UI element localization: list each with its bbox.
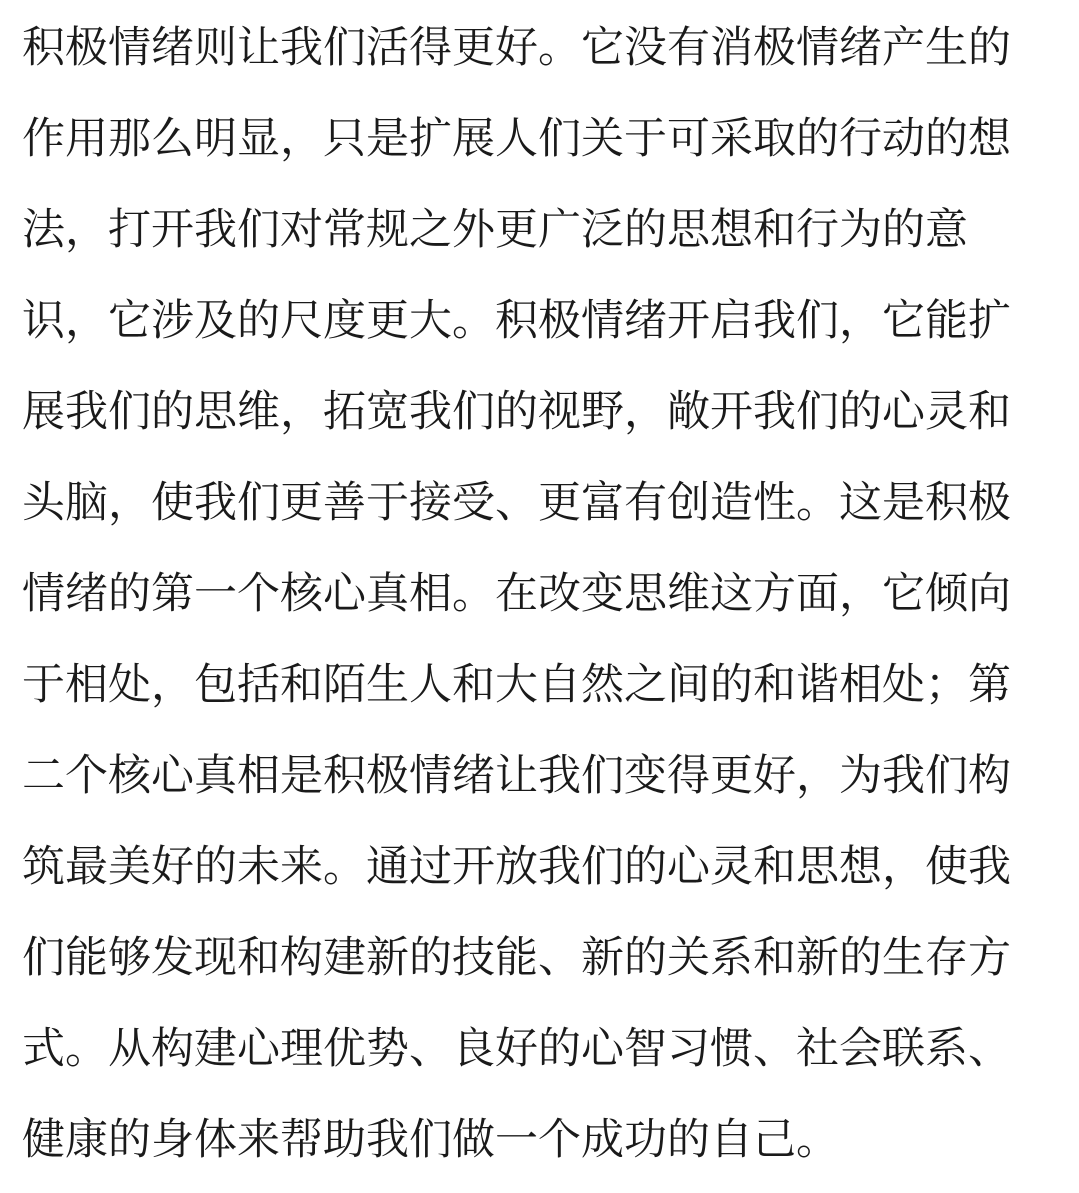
paragraph-line: 展我们的思维，拓宽我们的视野，敞开我们的心灵和	[22, 387, 1011, 437]
paragraph-line: 情绪的第一个核心真相。在改变思维这方面，它倾向	[22, 569, 1011, 619]
paragraph-line: 积极情绪则让我们活得更好。它没有消极情绪产生的	[22, 23, 1011, 73]
paragraph-line: 作用那么明显，只是扩展人们关于可采取的行动的想	[22, 114, 1011, 164]
paragraph-line: 于相处，包括和陌生人和大自然之间的和谐相处；第	[22, 660, 1011, 710]
paragraph-line: 筑最美好的未来。通过开放我们的心灵和思想，使我	[22, 842, 1011, 892]
paragraph-line: 识，它涉及的尺度更大。积极情绪开启我们，它能扩	[22, 296, 1011, 346]
paragraph-line: 式。从构建心理优势、良好的心智习惯、社会联系、	[22, 1024, 1011, 1074]
paragraph-line: 健康的身体来帮助我们做一个成功的自己。	[22, 1115, 839, 1165]
paragraph-line: 法，打开我们对常规之外更广泛的思想和行为的意	[22, 205, 968, 255]
paragraph-line: 二个核心真相是积极情绪让我们变得更好，为我们构	[22, 751, 1011, 801]
paragraph-line: 头脑，使我们更善于接受、更富有创造性。这是积极	[22, 478, 1011, 528]
paragraph-line: 们能够发现和构建新的技能、新的关系和新的生存方	[22, 933, 1011, 983]
article-paragraph	[22, 10, 1062, 1193]
